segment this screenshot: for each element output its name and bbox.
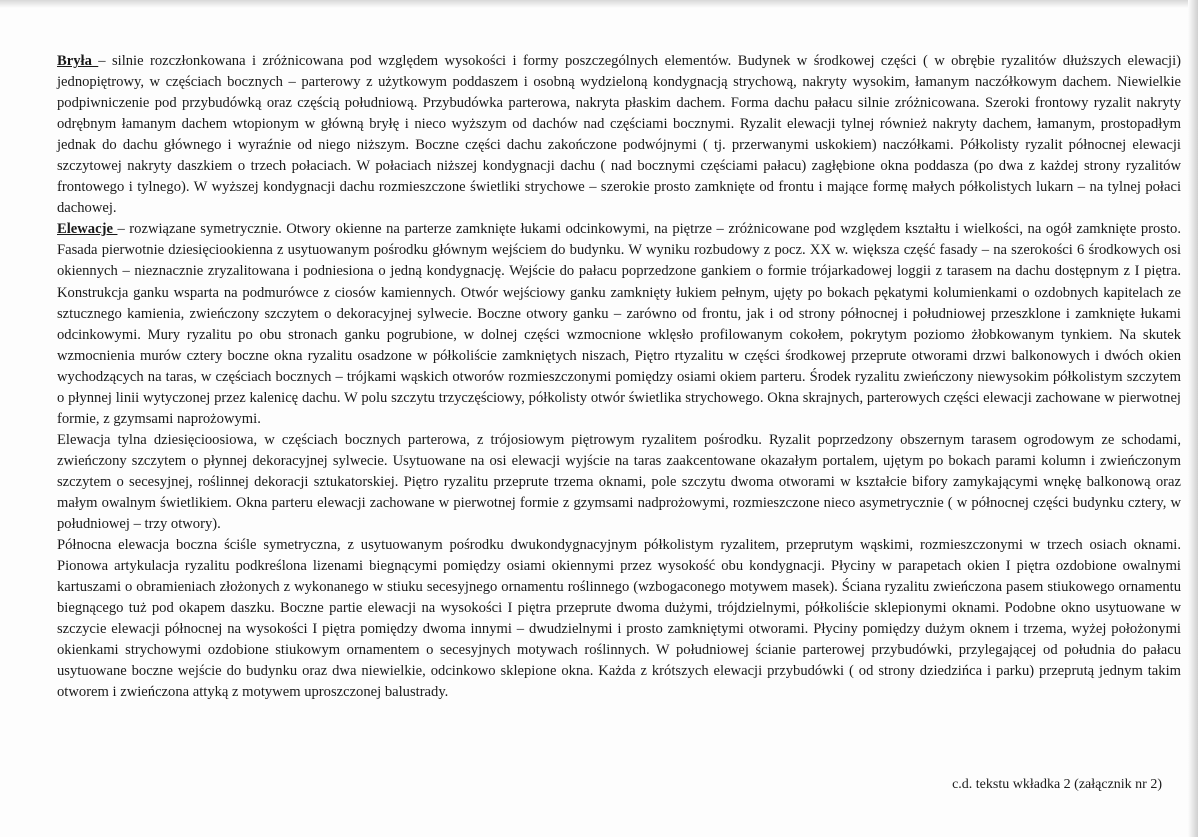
scan-edge-top [0,0,1198,8]
paragraph-text: Elewacja tylna dziesięcioosiowa, w częściach bocznych parterowa, z trójosiowym piętrowym ryzalitem pośrodku. Ryzalit poprzedzony obszernym tarasem ogrodowym ze schodami, zwieńczony szczytem o płynnej dekoracyjnej sylwecie. Usytuowane na osi elewacji wyjście na taras zaakcentowane okazałym portalem, ujętym po bokach parami kolumn i zwieńczonym szczytem o secesyjnej, roślinnej dekoracji sztukatorskiej. Piętro ryzalitu przeprute trzema oknami, pole szczytu dwoma otworami w kształcie bifory zamykającymi wnękę balkonową oraz małym owalnym świetlikiem. Okna parteru elewacji zachowane w pierwotnej formie z gzymsami nadprożowymi, rozmieszczone nieco asymetrycznie ( w północnej części budynku cztery, w południowej – trzy otwory). [57,431,1181,533]
heading-bryla: Bryła [57,53,99,69]
paragraph-bryla [57,51,1181,219]
paragraph-text: Północna elewacja boczna ściśle symetryczna, z usytuowanym pośrodku dwukondygnacyjnym półkolistym ryzalitem, przeprutym wąskimi, rozmieszczonymi w trzech osiach oknami. Pionowa artykulacja ryzalitu podkreślona lizenami biegnącymi pomiędzy osiami okiennymi przez wysokość obu kondygnacji. Płyciny w parapetach okien I piętra ozdobione owalnymi kartuszami o obramieniach złożonych z wykonanego w stiuku secesyjnego ornamentu roślinnego (wzbogaconego motywem masek). Ściana ryzalitu zwieńczona pasem stiukowego ornamentu biegnącego tuż pod okapem daszku. Boczne partie elewacji na wysokości I piętra przeprute dwoma dużymi, trójdzielnymi, półkoliście sklepionymi oknami. Podobne okno usytuowane w szczycie elewacji północnej na wysokości I piętra pomiędzy dwoma innymi – dwudzielnymi i prosto zamkniętymi otworami. Płyciny pomiędzy dużym oknem i trzema, wyżej położonymi okienkami strychowymi ozdobione stiukowym ornamentem o secesyjnych motywach roślinnych. W południowej ścianie parterowej przybudówki, przylegającej od południa do pałacu usytuowane boczne wejście do budynku oraz dwa niewielkie, odcinkowo sklepione okna. Każda z krótszych elewacji przybudówki ( od strony dziedzińca i parku) przeprutą jednym takim otworem i zwieńczona attyką z motywem uproszczonej balustrady. [57,537,1181,701]
scan-edge-right [1188,0,1198,837]
paragraph-text: – silnie rozczłonkowana i zróżnicowana pod względem wysokości i formy poszczególnych elementów. Budynek w środkowej części ( w obrębie ryzalitów dłuższych elewacji) jednopiętrowy, w częściach bocznych – parterowy z użytkowym poddaszem i osobną wydzieloną kondygnacją strychową, nakryty wysokim, łamanym naczółkowym dachem. Niewielkie podpiwniczenie pod przybudówką oraz częścią południową. Przybudówka parterowa, nakryta płaskim dachem. Forma dachu pałacu silnie zróżnicowana. Szeroki frontowy ryzalit nakryty odrębnym łamanym dachem wtopionym w główną bryłę i nieco wyższym od dachów nad częściami bocznymi. Ryzalit elewacji tylnej również nakryty dachem, łamanym, prostopadłym jednak do dachu głównego i wyraźnie od niego niższym. Boczne części dachu zakończone podwójnymi ( tj. przerwanymi uskokiem) naczółkami. Półkolisty ryzalit północnej elewacji szczytowej nakryty daszkiem o trzech połaciach. W połaciach niższej kondygnacji dachu ( nad bocznymi częściami pałacu) zagłębione okna poddasza (po dwa z każdej strony ryzalitów frontowego i tylnego). W wyższej kondygnacji dachu rozmieszczone świetliki strychowe – szerokie prosto zamknięte od frontu i mające formę małych półkolistych lukarn – na tylnej połaci dachowej. [57,53,1181,217]
paragraph-text: – rozwiązane symetrycznie. Otwory okienne na parterze zamknięte łukami odcinkowymi, na piętrze – zróżnicowane pod względem kształtu i wielkości, na ogół zamknięte prosto. Fasada pierwotnie dziesięciookienna z usytuowanym pośrodku głównym wejściem do budynku. W wyniku rozbudowy z pocz. XX w. większa część fasady – na szerokości 6 środkowych osi okiennych – nieznacznie zryzalitowana i podniesiona o jedną kondygnację. Wejście do pałacu poprzedzone gankiem o formie trójarkadowej loggii z tarasem na dachu dostępnym z I piętra. Konstrukcja ganku wsparta na podmurówce z ciosów kamiennych. Otwór wejściowy ganku zamknięty łukiem pełnym, ujęty po bokach pękatymi kolumienkami o ozdobnych kapitelach ze sztucznego kamienia, zwieńczony szczytem o dekoracyjnej sylwecie. Boczne otwory ganku – zarówno od frontu, jak i od strony północnej i południowej przeszklone i zamknięte łukami odcinkowymi. Mury ryzalitu po obu stronach ganku pogrubione, w dolnej części wzmocnione wklęsło profilowanym cokołem, pokrytym poziomo żłobkowanym tynkiem. Na skutek wzmocnienia murów cztery boczne okna ryzalitu osadzone w półkoliście zamkniętych niszach, Piętro rtyzalitu w części środkowej przeprute otworami drzwi balkonowych i dwóch okien wychodzących na taras, w częściach bocznych – trójkami wąskich otworów rozmieszczonymi pomiędzy osiami okiem parteru. Środek ryzalitu zwieńczony niewysokim półkolistym szczytem o płynnej linii wytyczonej przez kalenicę dachu. W polu szczytu trzyczęściowy, półkolisty otwór świetlika strychowego. Okna skrajnych, parterowych części elewacji zachowane w pierwotnej formie, z gzymsami naprożowymi. [57,221,1181,427]
paragraph-elewacje [57,219,1181,429]
paragraph-elewacja-tylna [57,430,1181,535]
heading-elewacje: Elewacje [57,221,118,238]
continuation-note: c.d. tekstu wkładka 2 (załącznik nr 2) [952,777,1162,792]
document-body [57,51,1181,703]
paragraph-elewacja-polnocna [57,535,1181,703]
